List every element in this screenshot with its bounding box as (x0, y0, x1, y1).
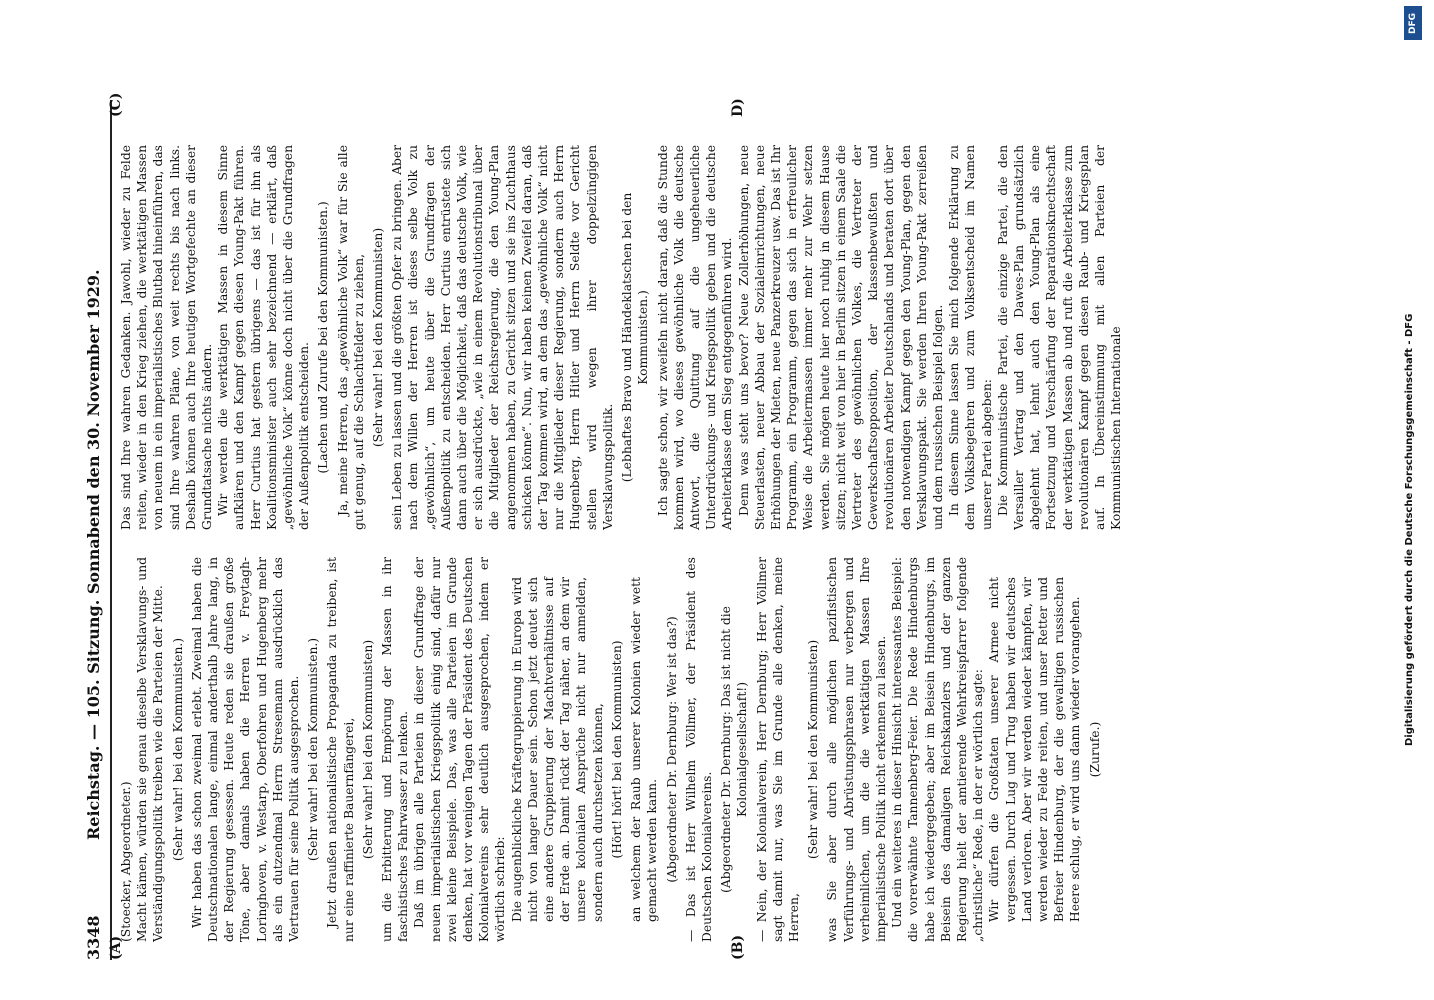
paragraph: Daß im übrigen alle Parteien in dieser Grundfrage der neuen imperialistischen Kriegspolitik einig sind, dafür nur zwei kleine Beispiele. Das, was alle Parteien im Grunde denken, hat vor wenigen Tagen der Präsident des Deutschen Kolonialvereins sehr deutlich ausgesprochen, indem er wörtlich schrieb: (412, 557, 508, 942)
interjection: (Sehr wahr! bei den Kommunisten) (806, 639, 821, 860)
paragraph: Jetzt draußen nationalistische Propaganda zu treiben, ist nur eine raffinierte Bauernfängerei, (325, 557, 356, 942)
interjection: (Sehr wahr! bei den Kommunisten) (360, 639, 375, 860)
interjection: (Abgeordneter Dr. Dernburg: Das ist nicht die Kolonialgesellschaft!) (719, 606, 750, 893)
paragraph: Die augenblickliche Kräftegruppierung in Europa wird nicht von langer Dauer sein. Schon jetzt deutet sich eine andere Gruppierung der Machtverhältnisse auf der Erde an. Damit rückt der Tag näher, an dem wir unsere kolonialen Ansprüche nicht nur anmelden, sondern auch durchsetzen können, (509, 577, 605, 922)
margin-mark-d: D) (730, 98, 746, 117)
paragraph: Ja, meine Herren, das „gewöhnliche Volk“ war für Sie alle gut genug, auf die Schlachtfelder zu ziehen, (335, 145, 366, 530)
paragraph: Das sind Ihre wahren Gedanken. Jawohl, wieder zu Felde reiten, wieder in den Krieg ziehen, die werktätigen Massen von neuem in ein imperialistisches Blutbad hineinführen, das sind Ihre wahren Pläne, von weit rechts bis nach links. Deshalb können auch Ihre heutigen Wortgefechte an dieser Grundtatsache nichts ändern. (119, 145, 215, 530)
paragraph: Die Kommunistische Partei, die einzige Partei, die den Versailler Vertrag und den Dawes-Plan grundsätzlich abgelehnt hat, lehnt auch den Young-Plan als eine Fortsetzung und Verschärfung der Reparationsknechtschaft der werktätigen Massen ab und ruft die Arbeiterklasse zum revolutionären Kampf gegen diesen Raub- und Kriegsplan auf. In Übereinstimmung mit allen Parteien der Kommunistischen Internationale (995, 145, 1124, 530)
interjection: (Zurufe.) (1087, 721, 1102, 778)
paragraph: sein Leben zu lassen und die größten Opfer zu bringen. Aber nach dem Willen der Herren ist dieses selbe Volk zu „gewöhnlich“, um heute über die Grundfragen der Außenpolitik zu entscheiden. Herr Curtius entrüstete sich dann auch über die Möglichkeit, daß das deutsche Volk, wie er sich ausdrückte, „wie in einem Revolutionstribunal über die Mitglieder der Reichsregierung, die den Young-Plan angenommen haben, zu Gericht sitzen und sie ins Zuchthaus schicken könne“. Nun, wir haben keinen Zweifel daran, daß der Tag kommen wird, an dem das „gewöhnliche Volk“ nicht nur die Mitglieder dieser Regierung, sondern auch Herrn Hugenberg, Herrn Hitler und Herrn Seldte vor Gericht stellen wird wegen ihrer doppelzüngigen Versklavungspolitik. (390, 145, 615, 530)
header-rule (110, 100, 112, 960)
interjection: (Lebhaftes Bravo und Händeklatschen bei den Kommunisten.) (620, 192, 651, 483)
margin-mark-c: (C) (108, 92, 124, 117)
paragraph: Macht kämen, würden sie genau dieselbe Versklavungs- und Verständigungspolitik treiben wie die Parteien der Mitte. (135, 557, 166, 942)
paragraph: — Das ist Herr Wilhelm Völlmer, der Präsident des Deutschen Kolonialvereins. (683, 557, 714, 942)
margin-mark-b: (B) (730, 934, 746, 960)
interjection: (Abgeordneter Dr. Dernburg: Wer ist das?) (664, 616, 679, 883)
paragraph: In diesem Sinne lassen Sie mich folgende Erklärung zu dem Volksbegehren und zum Volksentscheid im Namen unserer Partei abgeben: (947, 145, 994, 530)
rotated-page (80, 92, 1400, 960)
dfg-logo: DFG (1404, 6, 1422, 40)
paragraph: Und ein weiteres in dieser Hinsicht interessantes Beispiel: die vorerwähnte Tannenberg-Feier. Die Rede Hindenburgs habe ich wiedergegeben; aber im Beisein Hindenburgs, im Beisein des damaligen Reichskanzlers und der ganzen Regierung hielt der amtierende Wehrkreispfarrer folgende „christliche“ Rede, in der er wörtlich sagte: (890, 557, 986, 942)
interjection: (Lachen und Zurufe bei den Kommunisten.) (316, 201, 331, 474)
digitization-strip (1392, 0, 1434, 1000)
margin-mark-a: (A) (108, 935, 124, 960)
left-column (118, 557, 1106, 942)
paragraph: Denn was steht uns bevor? Neue Zollerhöhungen, neue Steuerlasten, neuer Abbau der Sozialeinrichtungen, neue Erhöhungen der Mieten, neue Panzerkreuzer usw. Das ist Ihr Programm, ein Programm, gegen das sich in erfreulicher Weise die Arbeitermassen immer mehr zur Wehr setzen werden. Sie mögen heute hier noch ruhig in diesem Hause sitzen; nicht weit von hier in Berlin sitzen in einem Saale die Vertreter des gewöhnlichen Volkes, die Vertreter der Gewerkschaftsopposition, der klassenbewußten und revolutionären Arbeiter Deutschlands und beraten dort über den notwendigen Kampf gegen den Young-Plan, gegen den Versklavungspakt. Sie werden Ihren Young-Pakt zerreißen und dem russischen Beispiel folgen. (736, 145, 945, 530)
paragraph: was Sie aber durch alle möglichen pazifistischen Verführungs- und Abrüstungsphrasen nur verbergen und verheimlichen, um die die werktätigen Massen Ihre imperialistische Politik nicht erkennen zu lassen. (825, 557, 888, 942)
paragraph: Wir dürfen die Großtaten unserer Armee nicht vergessen. Durch Lug und Trug haben wir deutsches Land verloren. Aber wir werden wieder kämpfen, wir werden wieder zu Felde reiten, und unser Retter und Befreier Hindenburg, der die gewaltigen russischen Heere schlug, er wird uns dann wieder vorangehen. (987, 577, 1083, 922)
paragraph: — Nein, der Kolonialverein, Herr Dernburg; Herr Völlmer sagt damit nur, was Sie im Grunde alle denken, meine Herren, (754, 557, 801, 942)
interjection: (Sehr wahr! bei den Kommunisten.) (306, 637, 321, 862)
digitization-credit: Digitalisierung gefördert durch die Deutsche Forschungsgemeinschaft - DFG (1404, 313, 1415, 746)
interjection: (Sehr wahr! bei den Kommunisten.) (170, 637, 185, 862)
paragraph: Wir haben das schon zweimal erlebt. Zweimal haben die Deutschnationalen lange, einmal anderthalb Jahre lang, in der Regierung gesessen. Heute reden sie draußen große Töne, aber damals haben die Herren v. Freytagh-Loringhoven, v. Westarp, Oberfohren und Hugenberg mehr als ein dutzendmal Herrn Stresemann ausdrücklich das Vertrauen für seine Politik ausgesprochen. (189, 557, 302, 942)
paragraph: um die Erbitterung und Empörung der Massen in ihr faschistisches Fahrwasser zu lenken. (380, 557, 411, 942)
interjection: (Sehr wahr! bei den Kommunisten) (371, 227, 386, 448)
page-number: 3348 (84, 915, 103, 960)
paragraph: an welchem der Raub unserer Kolonien wieder wett gemacht werden kann. (629, 577, 660, 922)
page-title: Reichstag. — 105. Sitzung. Sonnabend den 30. November 1929. (84, 269, 103, 840)
paragraph: Wir werden die werktätigen Massen in diesem Sinne aufklären und den Kampf gegen diesen Young-Pakt führen. Herr Curtius hat gestern übrigens — das ist für ihn als Koalitionsminister auch sehr bezeichnend — erklärt, daß „gewöhnliche Volk“ könne doch nicht über die Grundfragen der Außenpolitik entscheiden. (216, 145, 312, 530)
page-header (80, 100, 110, 960)
paragraph: (Stoecker, Abgeordneter.) (119, 781, 133, 942)
right-column (118, 145, 1124, 530)
interjection: (Hört! hört! bei den Kommunisten) (609, 640, 624, 859)
paragraph: Ich sagte schon, wir zweifeln nicht daran, daß die Stunde kommen wird, wo dieses gewöhnliche Volk die deutsche Antwort, die Quittung auf die ungeheuerliche Unterdrückungs- und Kriegspolitik geben und die deutsche Arbeiterklasse dem Sieg entgegenführen wird. (655, 145, 735, 530)
